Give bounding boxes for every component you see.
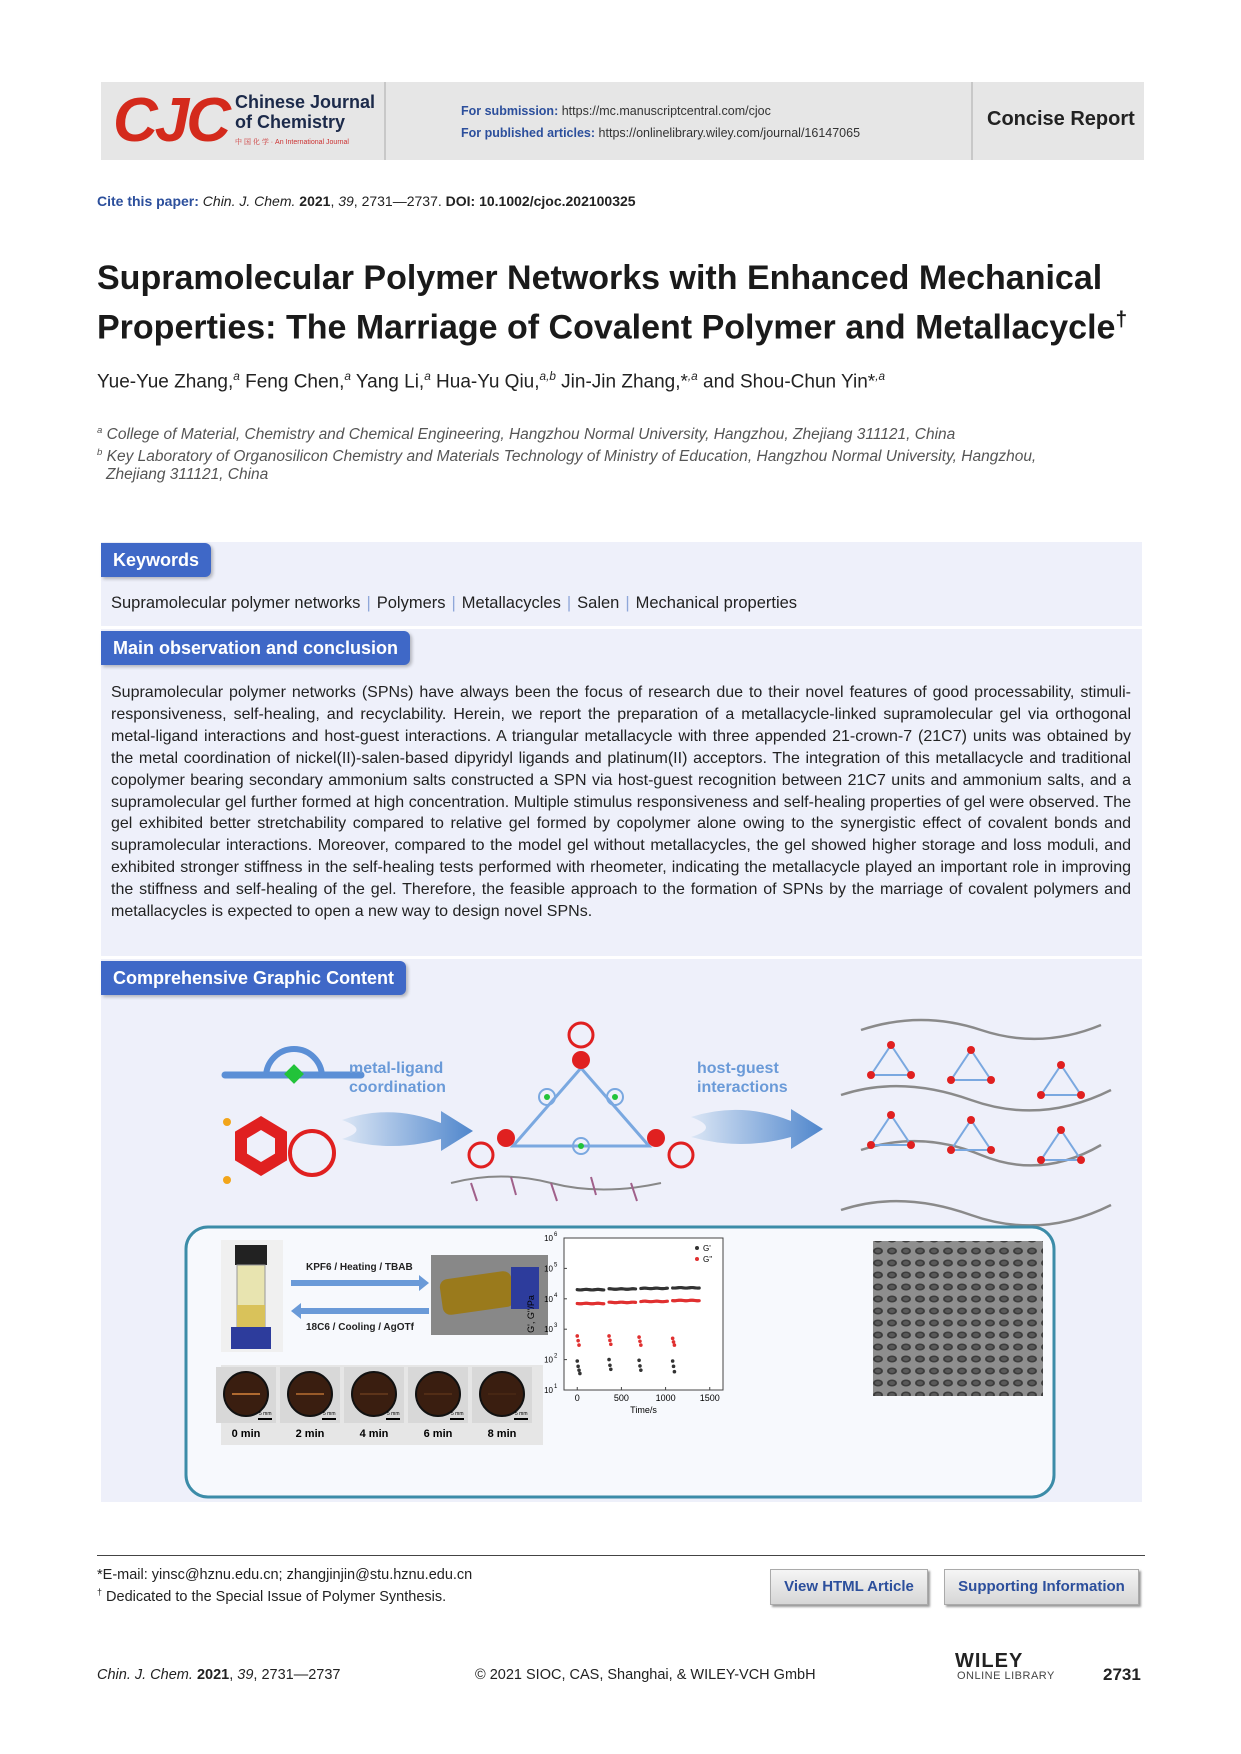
keyword-list: Supramolecular polymer networks | Polymers | Metallacycles | Salen | Mechanical properties [111,594,798,612]
legend-label: G' [703,1244,711,1253]
copyright: © 2021 SIOC, CAS, Shanghai, & WILEY-VCH GmbH [475,1667,816,1683]
time-label: 8 min [487,1428,517,1440]
abstract-text: Supramolecular polymer networks (SPNs) have always been the focus of research due to their novel features of good processability, stimuli-responsiveness, self-healing, and recyclability. Herein, we report the preparation of a metallacycle-linked supramolecular gel via orthogonal metal-ligand interactions and host-guest interactions. A triangular metallacycle with three appended 21-crown-7 (21C7) units was obtained by the metal coordination of nickel(II)-salen-based dipyridyl ligands and platinum(II) acceptors. The integration of this metallacycle and traditional copolymer bearing secondary ammonium salts constructed a SPN via host-guest recognition between 21C7 units and ammonium salts, and a supramolecular gel further formed at high concentration. Multiple stimulus responsiveness and self-healing properties of gel were observed. The gel exhibited better stretchability compared to relative gel formed by copolymer alone owing to the synergistic effect of covalent bonds and supramolecular interactions. Moreover, compared to the model gel without metallacycles, the gel showed higher storage and loss moduli, and exhibited stronger stiffness in the self-healing tests performed with rheometer, indicating the metallacycle played an important role in improving the stiffness and self-healing of the gel. Therefore, the feasible approach to the formation of SPNs by the marriage of covalent polymers and metallacycles is expected to open a new way to design novel SPNs. [111,684,1131,921]
section-divider [101,626,1142,629]
arrow1-label-line1: metal-ligand [349,1060,444,1077]
data-point [609,1367,613,1371]
journal-name-line1: Chinese Journal [235,92,376,112]
wiley-logo-sub: ONLINE LIBRARY [957,1670,1055,1682]
author-list [97,370,885,393]
time-label: 4 min [359,1428,389,1440]
observation-heading: Main observation and conclusion [101,631,410,665]
cite-volume: 39 [338,193,354,209]
data-point [608,1339,612,1343]
corresponding-email[interactable]: *E-mail: yinsc@hznu.edu.cn; zhangjinjin@stu.hznu.edu.cn [97,1567,473,1583]
scale-label: 5 mm [259,1411,272,1417]
affiliation-b-cont: Zhejiang 311121, China [106,466,269,483]
wiley-logo[interactable]: WILEY [955,1650,1024,1672]
vial-photo-gel [221,1240,283,1352]
section-divider [101,956,1142,959]
data-point [602,1302,605,1305]
affil-text: Key Laboratory of Organosilicon Chemistry and Materials Technology of Ministry of Education, Hangzhou Normal University, Hangzhou, [106,448,1037,466]
data-point [671,1359,675,1363]
y-tick-exponent: 3 [554,1323,558,1330]
data-point [608,1363,612,1367]
y-tick-exponent: 2 [554,1353,558,1360]
header-divider [971,82,973,160]
y-tick-label: 10 [544,1355,553,1365]
y-tick-label: 10 [544,1386,553,1395]
data-point [673,1370,677,1374]
data-point [602,1288,605,1291]
keyword: Salen [577,594,620,612]
journal-header [101,82,1144,160]
title-dagger: † [1115,308,1128,331]
data-point [638,1339,642,1343]
journal-tagline: 中 国 化 学 · An International Journal [235,139,349,146]
author: and Shou-Chun Yin* [703,371,876,393]
author-affil-mark: a [424,370,431,383]
y-tick-exponent: 6 [554,1232,558,1238]
data-point [577,1343,581,1347]
arrow1-label-line2: coordination [349,1079,446,1096]
title-line2: Properties: The Marriage of Covalent Polymer and Metallacycle [97,308,1116,347]
data-point [576,1339,580,1343]
data-point [666,1300,669,1303]
cite-this-paper: Cite this paper: Chin. J. Chem. 2021, 39, 2731—2737. DOI: 10.1002/cjoc.202100325 [97,193,636,209]
legend-label: G'' [703,1255,713,1264]
y-axis-label: G', G''/Pa [526,1295,536,1333]
data-point [637,1335,641,1339]
logo-text: CJC [113,86,229,155]
data-point [576,1365,580,1369]
affil-mark: b [97,447,103,458]
author: Yang Li, [355,371,425,393]
cite-doi[interactable]: DOI: 10.1002/cjoc.202100325 [445,193,636,209]
x-tick-label: 500 [613,1393,629,1403]
keywords-heading: Keywords [101,543,211,577]
data-point [637,1358,641,1362]
data-point [671,1337,675,1341]
dedication-text: Dedicated to the Special Issue of Polymer Synthesis. [106,1588,447,1605]
submission-line [461,104,771,118]
affil-text: College of Material, Chemistry and Chemical Engineering, Hangzhou Normal University, Hangzhou, Zhejiang 311121, China [106,426,956,444]
data-point [639,1368,643,1372]
title-line1: Supramolecular Polymer Networks with Enhanced Mechanical [97,259,1103,297]
author-affil-mark: a [233,370,240,383]
data-point [634,1287,637,1290]
y-tick-exponent: 4 [554,1292,558,1299]
footer-rule [97,1555,1145,1556]
data-point [634,1301,637,1304]
self-healing-sequence [216,1365,543,1445]
x-tick-label: 1000 [655,1393,676,1403]
data-point [609,1342,613,1346]
report-type: Concise Report [987,108,1135,130]
x-tick-label: 1500 [699,1393,720,1403]
scale-label: 5 mm [323,1411,336,1417]
data-point [607,1334,611,1338]
submission-label: For submission: [461,104,559,118]
author: Yue-Yue Zhang, [97,371,234,393]
plot-area [564,1238,723,1390]
graphic-heading: Comprehensive Graphic Content [101,961,406,995]
x-axis-label: Time/s [630,1405,657,1415]
page-cite-journal: Chin. J. Chem. [97,1667,193,1683]
time-label: 2 min [295,1428,325,1440]
arrow-host-guest [691,1060,823,1149]
arrow2-label-line1: host-guest [697,1060,779,1077]
journal-name-line2: of Chemistry [235,112,346,132]
affil-mark: a [97,425,103,436]
network-icon [841,1020,1111,1225]
arrow2-label-line2: interactions [697,1079,788,1096]
x-tick-label: 0 [574,1393,580,1403]
y-tick-exponent: 5 [554,1262,558,1269]
scale-label: 5 mm [387,1411,400,1417]
data-point [578,1372,582,1376]
data-point [575,1334,579,1338]
page-cite-pages: 2731—2737 [261,1667,341,1683]
data-point [672,1340,676,1344]
author-affil-mark: a,b [539,370,556,383]
author: Feng Chen, [245,371,345,393]
page-citation: Chin. J. Chem. 2021, 39, 2731—2737 [97,1667,341,1683]
data-point [638,1364,642,1368]
data-point [607,1358,611,1362]
published-link[interactable]: https://onlinelibrary.wiley.com/journal/16147065 [598,126,861,140]
keyword: Polymers [376,594,446,612]
time-label: 0 min [231,1428,261,1440]
pt-acceptor-icon [223,1118,334,1184]
metallacycle-icon [451,1023,693,1201]
arrow-metal-ligand [342,1060,473,1151]
data-point [639,1343,643,1347]
journal-logo[interactable] [101,82,384,160]
data-point [575,1359,579,1363]
author: Jin-Jin Zhang,* [561,371,688,393]
data-point [672,1365,676,1369]
dedication-note [97,1587,446,1605]
reverse-condition: 18C6 / Cooling / AgOTf [306,1322,414,1333]
data-point [698,1286,701,1289]
data-point [577,1368,581,1372]
cite-pages: 2731—2737. [361,193,442,209]
author: Hua-Yu Qiu, [436,371,540,393]
data-point [698,1299,701,1302]
cite-journal: Chin. J. Chem. [202,193,296,209]
legend-marker [695,1257,699,1261]
data-point [673,1343,677,1347]
supporting-info-button[interactable]: Supporting Information [944,1569,1139,1605]
author-affil-mark: ,a [875,370,885,383]
keyword: Metallacycles [461,594,561,612]
page-cite-volume: 39 [237,1667,254,1683]
header-divider [384,82,386,160]
y-tick-label: 10 [544,1325,553,1335]
cite-label: Cite this paper: [97,193,199,209]
author-affil-mark: a [344,370,351,383]
y-tick-label: 10 [544,1294,553,1304]
page-cite-year: 2021 [196,1667,230,1683]
forward-condition: KPF6 / Heating / TBAB [306,1262,413,1273]
sem-image [873,1241,1043,1396]
cite-year: 2021 [299,193,331,209]
paper-title [97,258,1147,348]
time-label: 6 min [423,1428,453,1440]
y-tick-label: 10 [544,1264,553,1274]
ligand-icon [225,1049,361,1084]
scale-label: 5 mm [515,1411,528,1417]
submission-link[interactable]: https://mc.manuscriptcentral.com/cjoc [561,104,771,118]
y-tick-exponent: 1 [554,1384,558,1390]
graphic-abstract [101,1005,1142,1502]
legend-marker [695,1246,699,1250]
y-tick-label: 10 [544,1234,553,1243]
page-number: 2731 [1103,1665,1141,1684]
keyword: Mechanical properties [635,594,798,612]
view-html-button[interactable]: View HTML Article [770,1569,928,1605]
published-line [461,126,860,140]
scale-label: 5 mm [451,1411,464,1417]
keyword: Supramolecular polymer networks [111,594,361,612]
author-affil-mark: ,a [687,370,698,383]
data-point [666,1287,669,1290]
published-label: For published articles: [461,126,596,140]
dedication-mark: † [97,1587,102,1597]
